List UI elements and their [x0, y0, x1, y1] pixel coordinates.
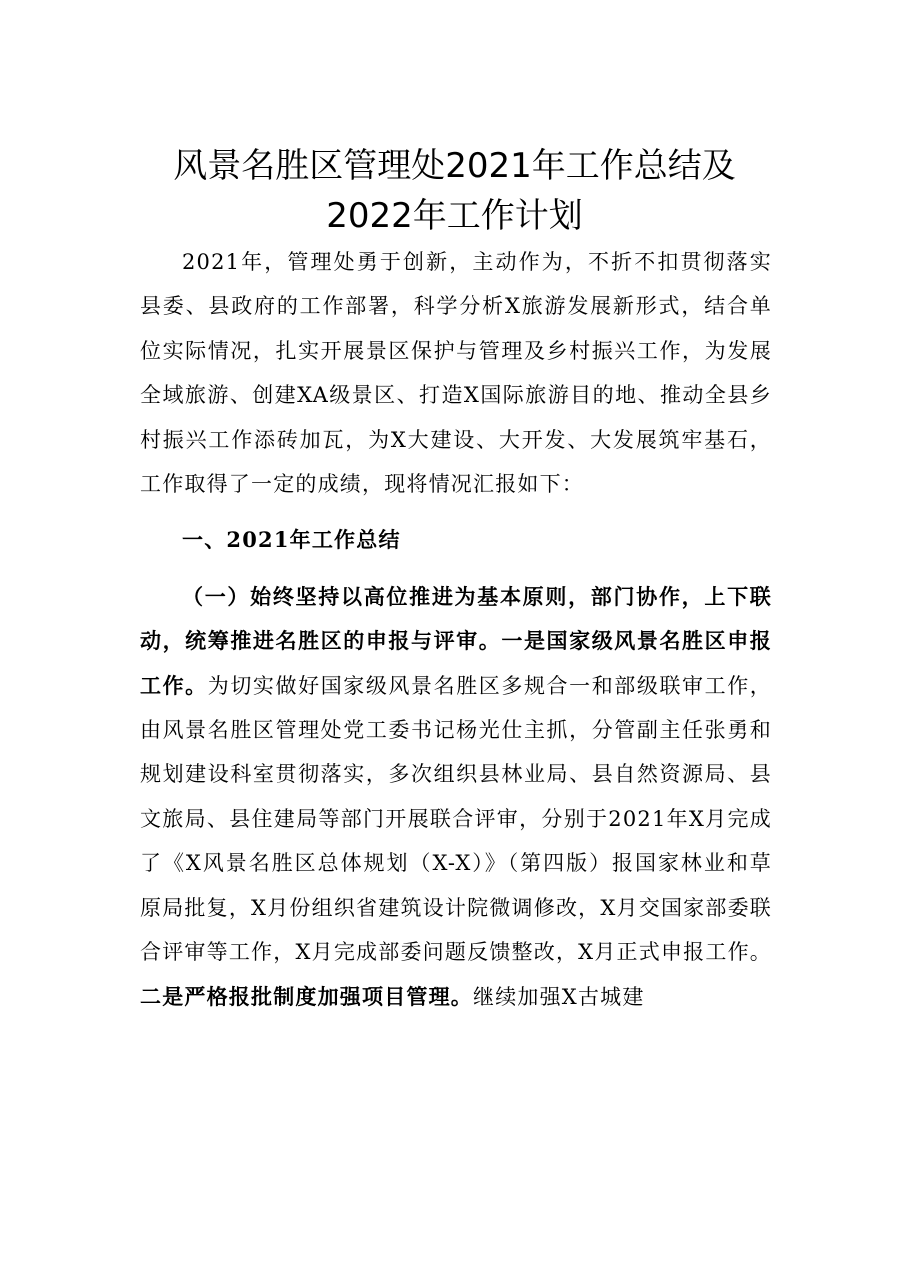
section-heading-1: 一、2021年工作总结	[182, 527, 401, 553]
section-1-bold-lead: （一）始终坚持以高位推进为基本原则，部门协作，上下联动，统筹推进名胜区的申报与评审。一是国家级风景名胜区申报工作。	[140, 583, 772, 698]
section-1-text-1: 为切实做好国家级风景名胜区多规合一和部级联审工作，由风景名胜区管理处党工委书记杨光仕主抓，分管副主任张勇和规划建设科室贯彻落实，多次组织县林业局、县自然资源局、县文旅局、县住建局等部门开展联合评审，分别于2021年X月完成了《X风景名胜区总体规划（X-X）》（第四版）报国家林业和草原局批复，X月份组织省建筑设计院微调修改，X月交国家部委联合评审等工作，X月完成部委问题反馈整改，X月正式申报工作。	[140, 673, 772, 965]
section-1-bold-2: 二是严格报批制度加强项目管理。	[140, 983, 473, 1009]
section-1-paragraph	[140, 575, 772, 1019]
title-line-2: 2022年工作计划	[326, 195, 583, 236]
section-1-text-2: 继续加强X古城建	[473, 984, 645, 1009]
intro-paragraph: 2021年，管理处勇于创新，主动作为，不折不扣贯彻落实县委、县政府的工作部署，科学分析X旅游发展新形式，结合单位实际情况，扎实开展景区保护与管理及乡村振兴工作，为发展全域旅游、创建XA级景区、打造X国际旅游目的地、推动全县乡村振兴工作添砖加瓦，为X大建设、大开发、大发展筑牢基石，工作取得了一定的成绩，现将情况汇报如下：	[140, 250, 772, 497]
document-body	[140, 240, 772, 1019]
document-title	[0, 141, 909, 241]
title-line-1: 风景名胜区管理处2021年工作总结及	[173, 145, 736, 186]
